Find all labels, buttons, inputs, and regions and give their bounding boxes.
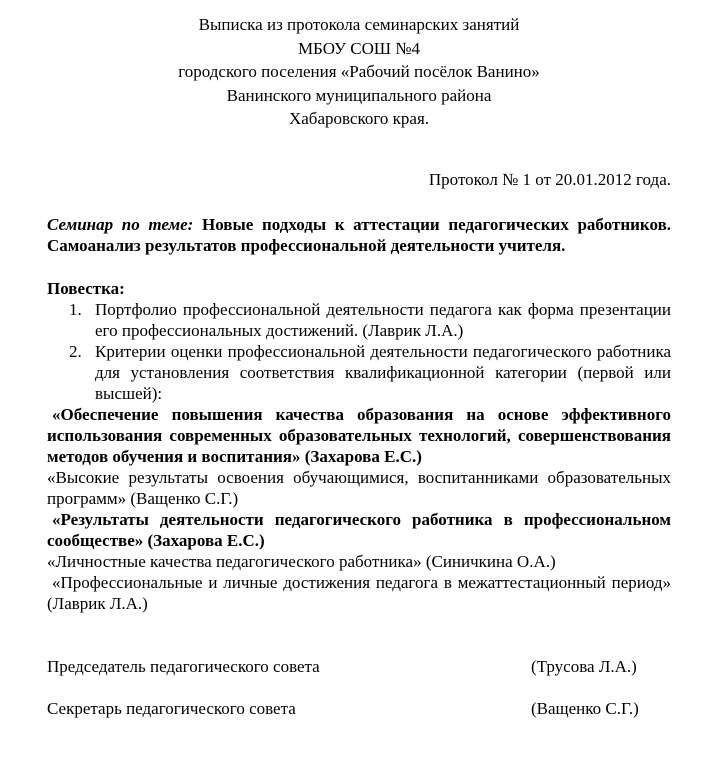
header-line-title: Выписка из протокола семинарских занятий: [198, 15, 520, 34]
agenda-item: [47, 299, 671, 341]
seminar-topic: [47, 214, 671, 257]
agenda-item-number: 1.: [69, 299, 82, 319]
criteria-topic-quality: «Обеспечение повышения качества образования на основе эффективного использования современных образовательных технологий, совершенствования методов обучения и воспитания» (Захарова Е.С.): [47, 404, 671, 466]
agenda-item-number: 2.: [69, 341, 82, 361]
header-line-settlement: городского поселения «Рабочий посёлок Ванино»: [178, 62, 540, 81]
criteria-topic-community: «Результаты деятельности педагогического работника в профессиональном сообществе» (Захарова Е.С.): [47, 509, 671, 550]
header-line-school: МБОУ СОШ №4: [297, 38, 421, 58]
agenda-item-text: Критерии оценки профессиональной деятельности педагогического работника для установления соответствия квалификационной категории (первой или высшей):: [95, 341, 671, 403]
signature-name: (Трусова Л.А.): [531, 656, 637, 676]
agenda-item: [47, 341, 671, 404]
criteria-topic-results: «Высокие результаты освоения обучающимися, воспитанниками образовательных программ» (Ващенко С.Г.): [47, 467, 671, 508]
document-page: [47, 13, 671, 719]
criteria-topic-personal: «Личностные качества педагогического работника» (Синичкина О.А.): [47, 551, 556, 571]
seminar-lead: Семинар по теме:: [47, 214, 194, 234]
document-header: [47, 13, 671, 131]
agenda-title: Повестка:: [47, 278, 125, 298]
header-line-district: Ванинского муниципального района: [226, 85, 492, 105]
signature-role: Секретарь педагогического совета: [47, 698, 296, 718]
signature-block: [47, 656, 671, 719]
signature-chairman: [47, 656, 671, 677]
protocol-number: Протокол № 1 от 20.01.2012 года.: [428, 169, 671, 189]
header-line-region: Хабаровского края.: [288, 109, 430, 128]
signature-name: (Ващенко С.Г.): [531, 698, 639, 718]
signature-role: Председатель педагогического совета: [47, 656, 320, 676]
signature-secretary: [47, 698, 671, 719]
agenda-list: [47, 299, 671, 404]
criteria-topic-achievements: «Профессиональные и личные достижения педагога в межаттестационный период» (Лаврик Л.А.): [47, 572, 671, 613]
seminar-topic-text: Новые подходы к аттестации педагогических работников. Самоанализ результатов профессиональной деятельности учителя.: [47, 214, 672, 255]
agenda-item-text: Портфолио профессиональной деятельности педагога как форма презентации его профессиональных достижений. (Лаврик Л.А.): [95, 299, 671, 340]
